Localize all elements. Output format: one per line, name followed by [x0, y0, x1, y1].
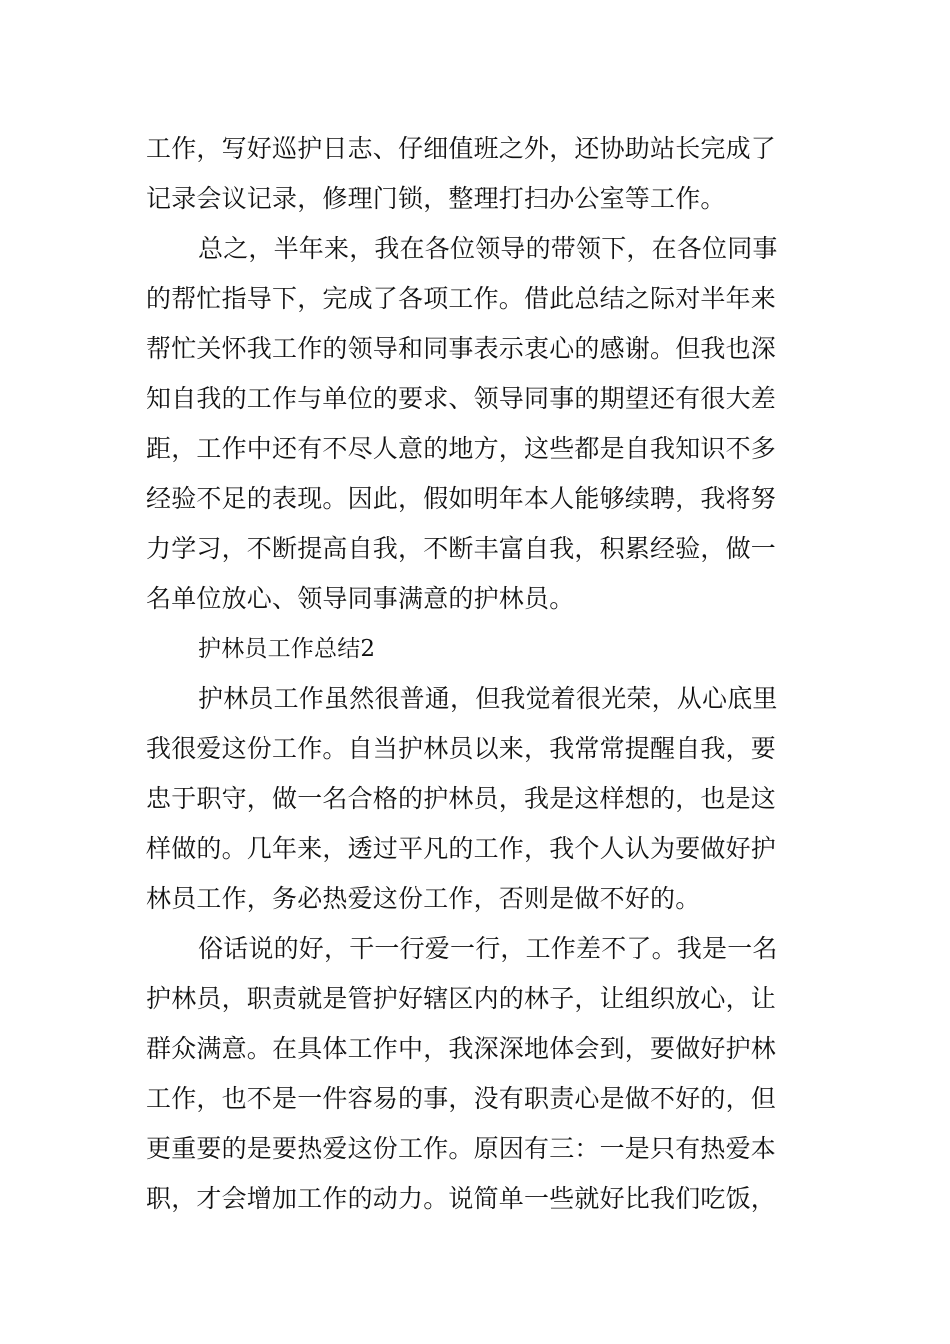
text-line-1: 工作，写好巡护日志、仔细值班之外，还协助站长完成了	[146, 134, 777, 163]
text-line-20: 工作，也不是一件容易的事，没有职责心是做不好的，但	[146, 1084, 777, 1113]
text-line-7: 距，工作中还有不尽人意的地方，这些都是自我知识不多	[146, 434, 777, 463]
text-line-18: 护林员，职责就是管护好辖区内的林子，让组织放心，让	[146, 984, 777, 1013]
text-line-21: 更重要的是要热爱这份工作。原因有三：一是只有热爱本	[146, 1134, 777, 1163]
text-line-15: 样做的。几年来，透过平凡的工作，我个人认为要做好护	[146, 834, 777, 863]
text-line-9: 力学习，不断提高自我，不断丰富自我，积累经验，做一	[146, 534, 777, 563]
text-line-5: 帮忙关怀我工作的领导和同事表示衷心的感谢。但我也深	[146, 334, 777, 363]
paragraph-start-line: 总之，半年来，我在各位领导的带领下，在各位同事	[198, 234, 778, 263]
text-line-10: 名单位放心、领导同事满意的护林员。	[146, 584, 575, 613]
paragraph-start-line: 俗话说的好，干一行爱一行，工作差不了。我是一名	[198, 934, 778, 963]
text-line-16: 林员工作，务必热爱这份工作，否则是做不好的。	[146, 884, 701, 913]
text-line-14: 忠于职守，做一名合格的护林员，我是这样想的，也是这	[146, 784, 777, 813]
text-line-6: 知自我的工作与单位的要求、领导同事的期望还有很大差	[146, 384, 777, 413]
text-line-8: 经验不足的表现。因此，假如明年本人能够续聘，我将努	[146, 484, 777, 513]
text-line-2: 记录会议记录，修理门锁，整理打扫办公室等工作。	[146, 184, 726, 213]
paragraph-start-line: 护林员工作虽然很普通，但我觉着很光荣，从心底里	[198, 684, 778, 713]
section-heading: 护林员工作总结2	[198, 636, 376, 662]
text-line-19: 群众满意。在具体工作中，我深深地体会到，要做好护林	[146, 1034, 777, 1063]
text-line-4: 的帮忙指导下，完成了各项工作。借此总结之际对半年来	[146, 284, 777, 313]
text-line-22: 职，才会增加工作的动力。说简单一些就好比我们吃饭，	[146, 1184, 777, 1213]
text-line-13: 我很爱这份工作。自当护林员以来，我常常提醒自我，要	[146, 734, 777, 763]
